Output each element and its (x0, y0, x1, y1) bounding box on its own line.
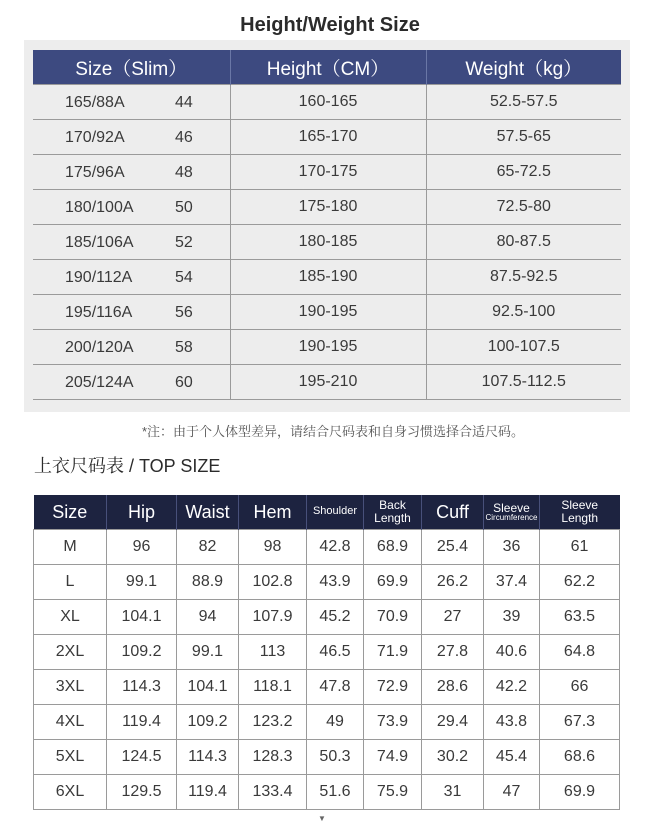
size-code: 190/112A (65, 269, 133, 286)
waist-cell: 82 (177, 530, 239, 565)
size-cell: 2XL (34, 635, 107, 670)
hip-cell: 104.1 (107, 600, 177, 635)
sleeve-circumference-cell: 47 (484, 775, 540, 810)
table-header-row (33, 50, 621, 85)
table-row (33, 225, 621, 260)
size-code: 170/92A (65, 129, 125, 146)
weight-cell: 65-72.5 (426, 155, 621, 190)
height-weight-title: Height/Weight Size (240, 14, 420, 36)
weight-cell: 57.5-65 (426, 120, 621, 155)
weight-cell: 100-107.5 (426, 330, 621, 365)
waist-cell: 119.4 (177, 775, 239, 810)
scroll-down-icon[interactable]: ▼ (318, 814, 326, 823)
shoulder-cell: 43.9 (307, 565, 364, 600)
size-cell: M (34, 530, 107, 565)
hip-cell: 96 (107, 530, 177, 565)
waist-cell: 104.1 (177, 670, 239, 705)
shoulder-cell: 42.8 (307, 530, 364, 565)
hem-cell: 128.3 (239, 740, 307, 775)
sleeve-length-cell: 63.5 (540, 600, 620, 635)
header-back-length (364, 495, 422, 530)
shoulder-cell: 47.8 (307, 670, 364, 705)
sleeve-length-cell: 68.6 (540, 740, 620, 775)
table-row (33, 365, 621, 400)
size-cell (33, 295, 230, 330)
table-row (33, 330, 621, 365)
back-length-cell: 73.9 (364, 705, 422, 740)
sleeve-length-cell: 66 (540, 670, 620, 705)
sleeve-length-cell: 61 (540, 530, 620, 565)
size-cell (33, 85, 230, 120)
back-length-cell: 70.9 (364, 600, 422, 635)
table-row (33, 85, 621, 120)
sleeve-circumference-cell: 39 (484, 600, 540, 635)
waist-cell: 114.3 (177, 740, 239, 775)
size-number: 56 (175, 304, 193, 321)
size-cell: 3XL (34, 670, 107, 705)
hem-cell: 113 (239, 635, 307, 670)
back-length-cell: 72.9 (364, 670, 422, 705)
sleeve-circumference-cell: 45.4 (484, 740, 540, 775)
back-length-cell: 75.9 (364, 775, 422, 810)
header-sleeve-length-line1: Sleeve (561, 498, 599, 513)
height-cell: 170-175 (230, 155, 426, 190)
back-length-cell: 71.9 (364, 635, 422, 670)
header-sleeve-circ-line1: Sleeve (493, 500, 530, 515)
header-shoulder: Shoulder (307, 495, 364, 530)
waist-cell: 99.1 (177, 635, 239, 670)
weight-cell: 92.5-100 (426, 295, 621, 330)
sleeve-circumference-cell: 42.2 (484, 670, 540, 705)
sleeve-circumference-cell: 40.6 (484, 635, 540, 670)
table-row (34, 670, 620, 705)
header-sleeve-length (540, 495, 620, 530)
header-sleeve-length-line2: Length (561, 511, 599, 525)
hem-cell: 118.1 (239, 670, 307, 705)
hip-cell: 114.3 (107, 670, 177, 705)
size-code: 180/100A (65, 199, 134, 216)
header-waist: Waist (177, 495, 239, 530)
header-hem: Hem (239, 495, 307, 530)
size-cell: 6XL (34, 775, 107, 810)
shoulder-cell: 51.6 (307, 775, 364, 810)
hip-cell: 99.1 (107, 565, 177, 600)
height-cell: 160-165 (230, 85, 426, 120)
table-row (34, 740, 620, 775)
size-cell (33, 365, 230, 400)
shoulder-cell: 46.5 (307, 635, 364, 670)
hip-cell: 119.4 (107, 705, 177, 740)
size-number: 44 (175, 94, 193, 111)
cuff-cell: 25.4 (422, 530, 484, 565)
header-back-length-line2: Length (374, 511, 411, 525)
shoulder-cell: 50.3 (307, 740, 364, 775)
weight-cell: 72.5-80 (426, 190, 621, 225)
table-row (33, 190, 621, 225)
hip-cell: 109.2 (107, 635, 177, 670)
sleeve-circumference-cell: 36 (484, 530, 540, 565)
size-cell (33, 120, 230, 155)
sleeve-circumference-cell: 37.4 (484, 565, 540, 600)
table-row (33, 155, 621, 190)
height-cell: 195-210 (230, 365, 426, 400)
hem-cell: 107.9 (239, 600, 307, 635)
weight-cell: 87.5-92.5 (426, 260, 621, 295)
shoulder-cell: 49 (307, 705, 364, 740)
table-row (34, 635, 620, 670)
waist-cell: 94 (177, 600, 239, 635)
height-cell: 165-170 (230, 120, 426, 155)
height-cell: 180-185 (230, 225, 426, 260)
sleeve-length-cell: 62.2 (540, 565, 620, 600)
table-row (34, 530, 620, 565)
weight-cell: 107.5-112.5 (426, 365, 621, 400)
hem-cell: 133.4 (239, 775, 307, 810)
size-cell (33, 225, 230, 260)
table-row (34, 565, 620, 600)
height-cell: 185-190 (230, 260, 426, 295)
size-code: 200/120A (65, 339, 134, 356)
size-note: *注：由于个人体型差异，请结合尺码表和自身习惯选择合适尺码。 (141, 424, 525, 439)
size-cell: L (34, 565, 107, 600)
size-cell: 5XL (34, 740, 107, 775)
size-cell (33, 260, 230, 295)
sleeve-circumference-cell: 43.8 (484, 705, 540, 740)
size-number: 48 (175, 164, 193, 181)
top-size-title: 上衣尺码表 / TOP SIZE (34, 456, 221, 476)
sleeve-length-cell: 64.8 (540, 635, 620, 670)
header-hip: Hip (107, 495, 177, 530)
table-row (33, 260, 621, 295)
table-row (34, 775, 620, 810)
cuff-cell: 27.8 (422, 635, 484, 670)
weight-cell: 52.5-57.5 (426, 85, 621, 120)
sleeve-length-cell: 67.3 (540, 705, 620, 740)
size-number: 58 (175, 339, 193, 356)
size-code: 175/96A (65, 164, 125, 181)
hem-cell: 102.8 (239, 565, 307, 600)
size-cell: XL (34, 600, 107, 635)
waist-cell: 109.2 (177, 705, 239, 740)
header-back-length-line1: Back (379, 498, 406, 513)
waist-cell: 88.9 (177, 565, 239, 600)
cuff-cell: 29.4 (422, 705, 484, 740)
header-size: Size（Slim） (33, 50, 230, 85)
header-weight: Weight（kg） (426, 50, 621, 85)
size-number: 54 (175, 269, 193, 286)
header-size: Size (34, 495, 107, 530)
back-length-cell: 74.9 (364, 740, 422, 775)
height-cell: 190-195 (230, 295, 426, 330)
size-number: 60 (175, 374, 193, 391)
size-number: 50 (175, 199, 193, 216)
back-length-cell: 68.9 (364, 530, 422, 565)
height-cell: 175-180 (230, 190, 426, 225)
size-number: 52 (175, 234, 193, 251)
header-height: Height（CM） (230, 50, 426, 85)
size-cell: 4XL (34, 705, 107, 740)
size-code: 205/124A (65, 374, 134, 391)
table-row (33, 295, 621, 330)
cuff-cell: 28.6 (422, 670, 484, 705)
height-weight-table (33, 50, 621, 400)
header-sleeve-circumference (484, 495, 540, 530)
table-row (34, 600, 620, 635)
hip-cell: 124.5 (107, 740, 177, 775)
cuff-cell: 30.2 (422, 740, 484, 775)
cuff-cell: 26.2 (422, 565, 484, 600)
sleeve-length-cell: 69.9 (540, 775, 620, 810)
size-code: 195/116A (65, 304, 133, 321)
table-header-row (34, 495, 620, 530)
back-length-cell: 69.9 (364, 565, 422, 600)
shoulder-cell: 45.2 (307, 600, 364, 635)
size-cell (33, 330, 230, 365)
size-number: 46 (175, 129, 193, 146)
height-cell: 190-195 (230, 330, 426, 365)
size-cell (33, 155, 230, 190)
hem-cell: 98 (239, 530, 307, 565)
cuff-cell: 31 (422, 775, 484, 810)
table-row (33, 120, 621, 155)
header-cuff: Cuff (422, 495, 484, 530)
size-code: 165/88A (65, 94, 125, 111)
top-size-table (33, 495, 620, 810)
hem-cell: 123.2 (239, 705, 307, 740)
size-code: 185/106A (65, 234, 134, 251)
cuff-cell: 27 (422, 600, 484, 635)
table-row (34, 705, 620, 740)
hip-cell: 129.5 (107, 775, 177, 810)
weight-cell: 80-87.5 (426, 225, 621, 260)
header-sleeve-circ-line2: Circumference (485, 513, 538, 523)
size-cell (33, 190, 230, 225)
